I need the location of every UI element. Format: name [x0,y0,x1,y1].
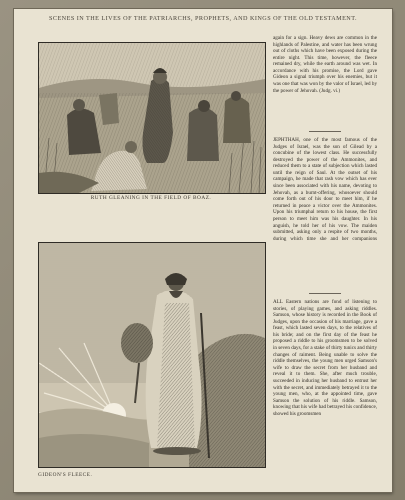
print-page [14,9,392,492]
engraving-gideons-fleece [38,242,266,468]
text-column-samson: ALL Eastern nations are fond of listening to stories, of playing games, and asking riddles. Samson, whose history is recorded in the Book of Judges, upon the occasion of his marriage, gave a feast, which lasted seven days, to the relatives of his bride; and on the first day of the feast he proposed a riddle to his groomsmen to be solved in seven days, for a stake of thirty tunics and thirty changes of raiment. Being unable to solve the riddle themselves, the young men urged Samson's wife to draw the secret from her husband and reveal it to them. She, after much trouble, succeeded in inducing her husband to entrust her with the secret, and immediately betrayed it to the young men, who, at the appointed time, gave Samson the solution of his riddle. Samson, knowing that his wife had betrayed his confidence, showed his groomsmen [273,299,377,417]
section-divider-2 [309,293,341,294]
text-column-jephthah: JEPHTHAH, one of the most famous of the Judges of Israel, was the son of Gilead by a concubine of the lowest class. He successfully destroyed the power of the Ammonites, and reduced them to a state of subjection which lasted until the reign of Saul. At the outset of his campaign, he made that rash vow which has ever since been associated with his name, devoting to Jehovah, as a burnt-offering, whosoever should come forth out of his door to meet him, if he returned in peace a victor over the Ammonites. Upon his triumphal return to his house, the first person to meet him was his daughter. In his anguish, he told her of his vow. The maiden submitted, asking only a respite of two months, during which time she and her companions [273,137,377,242]
engraving-ruth-gleaning [38,42,266,194]
text-jephthah-continued [273,245,377,295]
text-column-gideon: again for a sign. Heavy dews are common in the highlands of Palestine, and water has been wrung out of cloths which have been exposed during the entire night. This time, however, the fleece remained dry, while the earth around was wet. In accordance with his promise, the Lord gave Gideon a signal triumph over his enemies, but it was one that was won by the valor of Israel, led by the power of Jehovah. (Judg. vi.) [273,35,377,94]
running-head: SCENES IN THE LIVES OF THE PATRIARCHS, PROPHETS, AND KINGS OF THE OLD TESTAMENT. [48,15,357,22]
caption-ruth: RUTH GLEANING IN THE FIELD OF BOAZ. [90,195,212,201]
caption-gideon: GIDEON'S FLEECE. [38,472,93,478]
section-divider [309,131,341,132]
